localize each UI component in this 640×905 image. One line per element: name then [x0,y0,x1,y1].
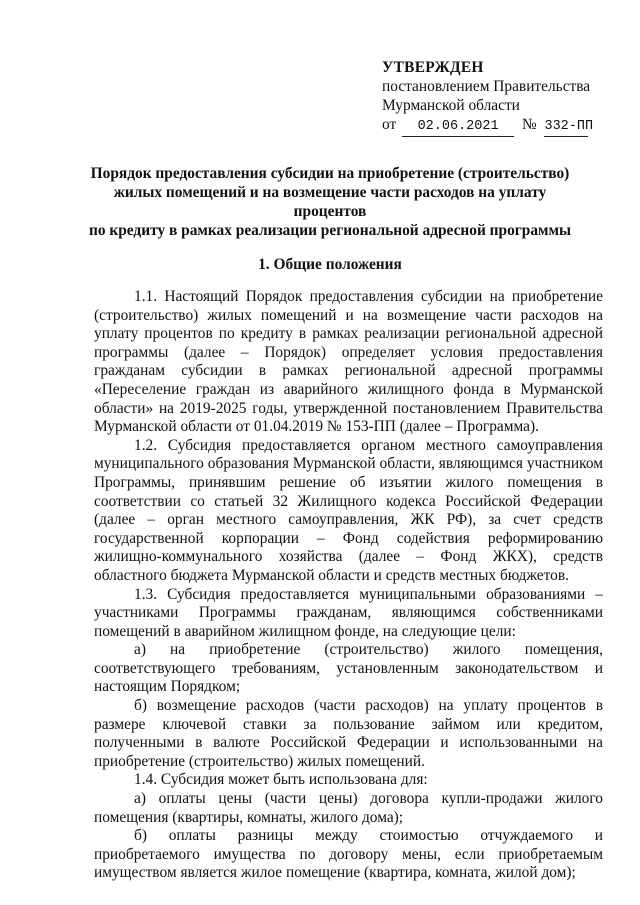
paragraph-1-1: 1.1. Настоящий Порядок предоставления субсидии на приобретение (строительство) жилых помещений и на возмещение части расходов на уплату процентов по кредиту в рамках реализации региональной адресной программы (далее – Порядок) определяет условия предоставления гражданам субсидии в рамках региональной адресной программы «Переселение граждан из аварийного жилищного фонда в Мурманской области» на 2019-2025 годы, утвержденной постановлением Правительства Мурманской области от 01.04.2019 № 153-ПП (далее – Программа). [94,288,603,436]
document-title [80,164,580,240]
approval-line-1: постановлением Правительства [382,78,591,95]
title-line-1: Порядок предоставления субсидии на приобретение (строительство) [90,165,570,182]
paragraph-1-4: 1.4. Субсидия может быть использована для: [134,771,428,789]
approval-number: 332-ПП [544,117,588,137]
paragraph-1-3: 1.3. Субсидия предоставляется муниципальными образованиями – участниками Программы гражданам, являющимся собственниками помещений в аварийном жилищном фонде, на следующие цели: [94,585,603,640]
document-body [94,288,603,883]
title-line-2: жилых помещений и на возмещение части расходов на уплату процентов [113,184,547,220]
paragraph-1-4-a: а) оплаты цены (части цены) договора купли-продажи жилого помещения (квартиры, комнаты, жилого дома); [94,790,603,826]
paragraph-1-3-a: а) на приобретение (строительство) жилого помещения, соответствующего требованиям, установленным законодательством и настоящим Порядком; [94,641,603,696]
approval-line-2: Мурманской области [382,97,520,114]
section-heading: 1. Общие положения [258,256,402,273]
approval-date: 02.06.2021 [402,117,514,137]
title-line-3: по кредиту в рамках реализации региональной адресной программы [88,222,572,239]
approval-stamp [382,58,622,137]
paragraph-1-3-b: б) возмещение расходов (части расходов) на уплату процентов в размере ключевой ставки за пользование займом или кредитом, полученными в валюте Российской Федерации и использованными на приобретение (строительство) жилых помещений. [94,697,603,770]
date-prefix: от [382,116,397,133]
paragraph-1-2: 1.2. Субсидия предоставляется органом местного самоуправления муниципального образования Мурманской области, являющимся участником Программы, принявшим решение об изъятии жилого помещения в соответствии со статьей 32 Жилищного кодекса Российской Федерации (далее – орган местного самоуправления, ЖК РФ), за счет средств государственной корпорации – Фонд содействия реформированию жилищно-коммунального хозяйства (далее – Фонд ЖКХ), средств областного бюджета Мурманской области и средств местных бюджетов. [94,436,603,584]
number-prefix: № [521,116,537,133]
approval-heading: УТВЕРЖДЕН [382,59,484,76]
paragraph-1-4-b: б) оплаты разницы между стоимостью отчуждаемого и приобретаемого имущества по договору мены, если приобретаемым имуществом является жилое помещение (квартира, комната, жилой дом); [94,827,603,882]
approval-date-line [382,115,622,137]
